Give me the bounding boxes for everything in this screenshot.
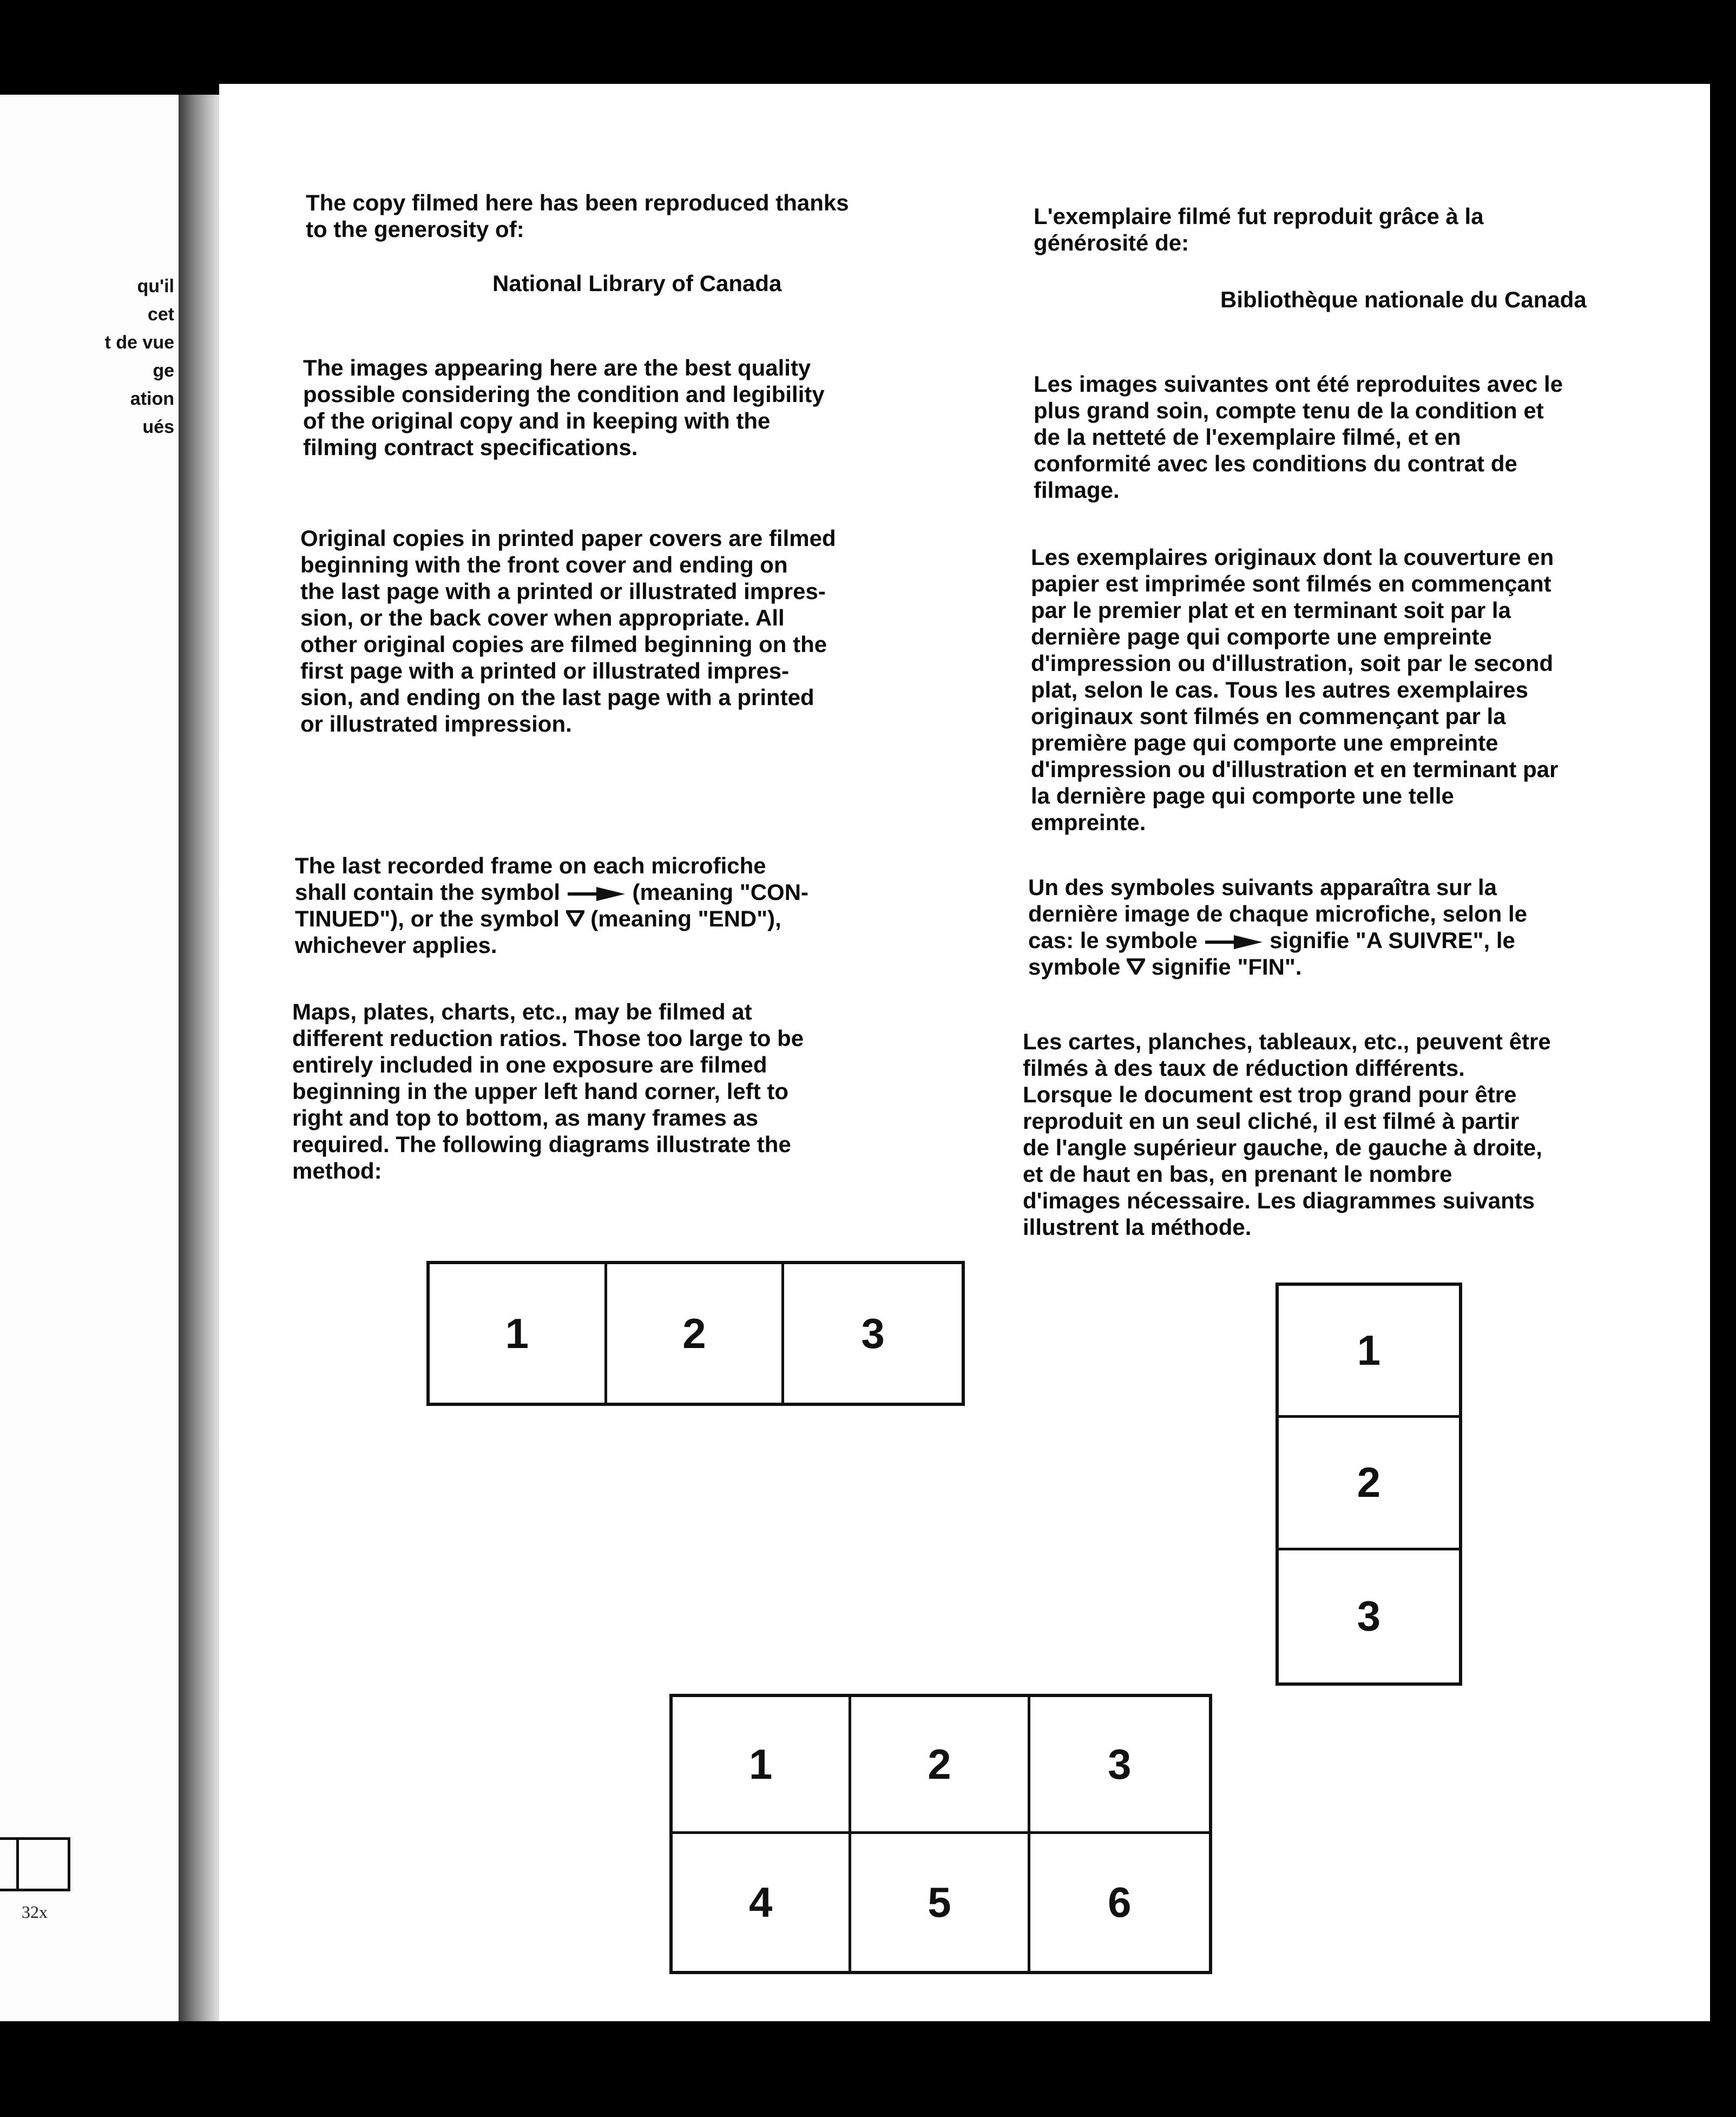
diagram-grid <box>669 1694 1212 1974</box>
french-institution: Bibliothèque nationale du Canada <box>1220 287 1587 312</box>
text-line: dernière page qui comporte une empreinte <box>1031 624 1492 649</box>
left-text-fragment: qu'il <box>137 276 174 297</box>
text-line: illustrent la méthode. <box>1023 1214 1252 1240</box>
frame-cell: 1 <box>430 1264 607 1403</box>
text-line: papier est imprimée sont filmés en commençant <box>1031 571 1551 596</box>
diagram-vertical <box>1275 1283 1462 1686</box>
english-quality-paragraph <box>303 354 825 461</box>
text-line: method: <box>292 1158 382 1184</box>
text-line: first page with a printed or illustrated impres- <box>300 658 790 683</box>
text-line: Les cartes, planches, tableaux, etc., peuvent être <box>1023 1029 1551 1054</box>
text-line: sion, or the back cover when appropriate. All <box>300 605 785 630</box>
text-line: other original copies are filmed beginning on the <box>300 632 827 657</box>
text-line: Un des symboles suivants apparaîtra sur la <box>1028 875 1497 900</box>
text-line: plat, selon le cas. Tous les autres exemplaires <box>1031 677 1528 702</box>
text-line: d'impression ou d'illustration et en terminant par <box>1031 757 1559 782</box>
frame-cell: 3 <box>1030 1697 1209 1834</box>
text-line: the last page with a printed or illustrated impres- <box>300 578 826 604</box>
text-line: reproduit en un seul cliché, il est filmé à partir <box>1023 1108 1520 1134</box>
text-line: empreinte. <box>1031 810 1146 835</box>
text-line: filmés à des taux de réduction différents. <box>1023 1055 1465 1081</box>
arrow-right-icon <box>567 886 626 902</box>
frame-cell: 2 <box>607 1264 785 1403</box>
text-fragment: TINUED"), or the symbol <box>295 906 560 931</box>
text-line <box>1028 954 1527 980</box>
text-fragment: signifie "FIN". <box>1151 954 1302 979</box>
text-line: de l'angle supérieur gauche, de gauche à droite, <box>1023 1135 1542 1160</box>
frame-cell: 4 <box>673 1834 851 1971</box>
text-line: sion, and ending on the last page with a printed <box>300 685 814 710</box>
frame-cell: 1 <box>1279 1286 1459 1418</box>
frame-cell: 2 <box>851 1697 1030 1834</box>
french-originals-paragraph <box>1031 544 1558 836</box>
text-line: filmage. <box>1034 477 1120 503</box>
text-line: of the original copy and in keeping with the <box>303 408 771 433</box>
text-line: et de haut en bas, en prenant le nombre <box>1023 1161 1452 1187</box>
frame-cell: 2 <box>1279 1418 1459 1550</box>
text-fragment: cas: le symbole <box>1028 928 1198 953</box>
text-line: required. The following diagrams illustrate the <box>292 1132 791 1157</box>
english-maps-paragraph <box>292 998 804 1184</box>
text-line: originaux sont filmés en commençant par la <box>1031 704 1506 729</box>
text-line: beginning with the front cover and ending on <box>300 552 788 577</box>
text-line: possible considering the condition and legibility <box>303 382 825 407</box>
text-line: beginning in the upper left hand corner, left to <box>292 1079 789 1104</box>
text-line: d'images nécessaire. Les diagrammes suivants <box>1023 1188 1535 1213</box>
text-line: d'impression ou d'illustration, soit par le second <box>1031 650 1554 676</box>
left-text-fragment: ation <box>130 389 174 409</box>
text-line: par le premier plat et en terminant soit par la <box>1031 597 1511 623</box>
text-line: Original copies in printed paper covers are filmed <box>300 525 836 551</box>
text-line: filming contract specifications. <box>303 435 638 460</box>
left-text-fragment: cet <box>147 304 174 325</box>
text-line: The images appearing here are the best quality <box>303 355 811 380</box>
english-symbol-paragraph <box>295 852 808 958</box>
text-line: or illustrated impression. <box>300 711 572 737</box>
text-line: de la netteté de l'exemplaire filmé, et en <box>1034 424 1461 450</box>
text-fragment: shall contain the symbol <box>295 879 561 905</box>
left-page-number: 32x <box>22 1902 48 1922</box>
text-fragment: (meaning "END"), <box>590 906 781 931</box>
text-line: to the generosity of: <box>306 216 524 242</box>
frame-cell: 1 <box>673 1697 851 1834</box>
left-diagram-divider <box>16 1840 19 1889</box>
triangle-down-icon <box>1127 958 1145 975</box>
text-line: Lorsque le document est trop grand pour être <box>1023 1082 1517 1107</box>
text-line: different reduction ratios. Those too large to be <box>292 1025 804 1051</box>
text-line: The last recorded frame on each microfiche <box>295 853 766 878</box>
frame-cell: 3 <box>1357 1592 1381 1640</box>
left-text-fragment: ge <box>153 360 174 381</box>
text-line: The copy filmed here has been reproduced thanks <box>306 190 849 215</box>
english-institution: National Library of Canada <box>492 271 782 296</box>
text-line: Les images suivantes ont été reproduites avec le <box>1034 371 1563 397</box>
text-fragment: (meaning "CON- <box>632 879 809 905</box>
french-maps-paragraph <box>1023 1028 1551 1240</box>
text-line <box>1028 927 1527 954</box>
french-symbol-paragraph <box>1028 874 1527 980</box>
text-line: générosité de: <box>1034 230 1189 255</box>
left-text-fragment: t de vue <box>104 332 174 353</box>
text-line <box>295 879 808 905</box>
text-line: conformité avec les conditions du contrat de <box>1034 451 1517 476</box>
triangle-down-icon <box>566 910 584 926</box>
text-line: première page qui comporte une empreinte <box>1031 730 1498 755</box>
arrow-right-icon <box>1204 934 1264 950</box>
target-page <box>219 84 1710 2021</box>
diagram-horizontal <box>426 1261 965 1406</box>
text-fragment: signifie "A SUIVRE", le <box>1270 928 1515 953</box>
text-line: right and top to bottom, as many frames as <box>292 1105 759 1130</box>
text-line: entirely included in one exposure are filmed <box>292 1052 767 1077</box>
french-quality-paragraph <box>1034 371 1563 503</box>
french-intro <box>1034 203 1484 256</box>
text-line: dernière image de chaque microfiche, selon le <box>1028 901 1527 926</box>
text-line: Maps, plates, charts, etc., may be filmed at <box>292 999 752 1024</box>
text-line <box>295 905 808 932</box>
text-fragment: symbole <box>1028 954 1121 979</box>
frame-cell: 6 <box>1108 1878 1132 1926</box>
frame-cell: 5 <box>851 1834 1030 1971</box>
text-line: plus grand soin, compte tenu de la condition et <box>1034 398 1544 423</box>
english-intro <box>306 189 849 242</box>
text-line: la dernière page qui comporte une telle <box>1031 783 1454 808</box>
english-originals-paragraph <box>300 525 836 737</box>
text-line: whichever applies. <box>295 932 497 958</box>
text-line: L'exemplaire filmé fut reproduit grâce à la <box>1034 203 1484 229</box>
text-line: Les exemplaires originaux dont la couverture en <box>1031 544 1554 570</box>
left-text-fragment: ués <box>142 417 174 437</box>
left-diagram-fragment <box>0 1837 70 1891</box>
left-page-fragment <box>0 95 179 2021</box>
frame-cell: 3 <box>861 1309 885 1357</box>
